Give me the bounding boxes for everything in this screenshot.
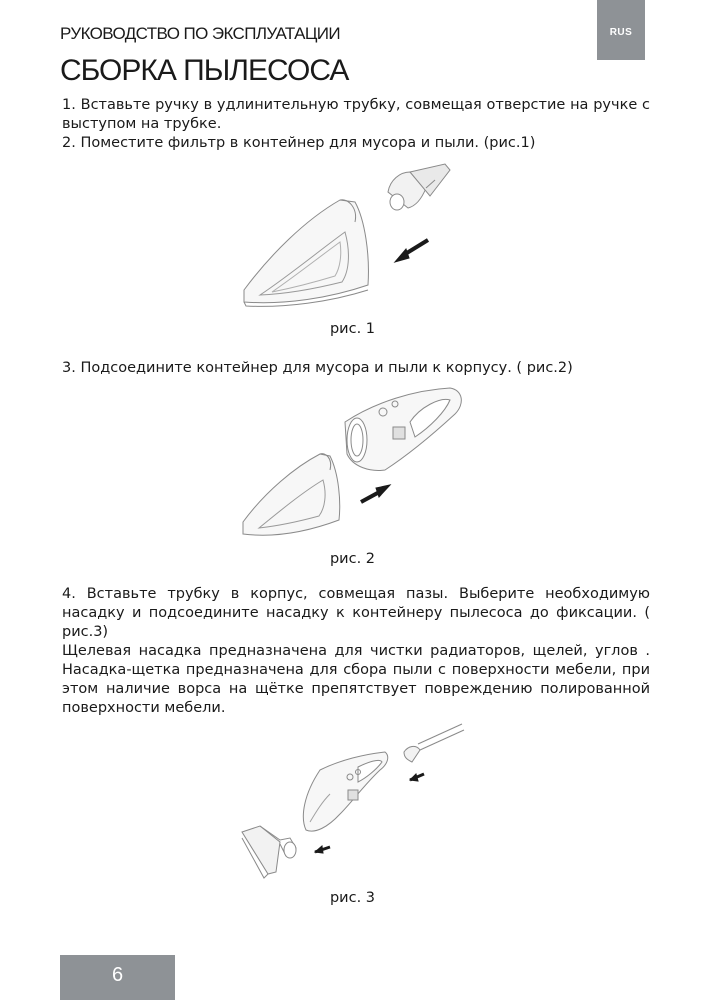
step-3 xyxy=(62,359,650,378)
manual-title: РУКОВОДСТВО ПО ЭКСПЛУАТАЦИИ xyxy=(60,24,341,43)
language-tab: RUS xyxy=(597,0,645,60)
steps-1-2 xyxy=(62,96,650,153)
page-number: 6 xyxy=(60,955,175,1000)
figure-2-illustration xyxy=(235,382,475,542)
step-2-text: 2. Поместите фильтр в контейнер для мусора и пыли. (рис.1) xyxy=(62,135,536,151)
step-4-and-note xyxy=(62,585,650,718)
step-1-text: 1. Вставьте ручку в удлинительную трубку, совмещая отверстие на ручке с выступом на трубке. xyxy=(62,97,650,132)
figure-1-illustration xyxy=(230,160,480,310)
figure-2-caption: рис. 2 xyxy=(329,551,376,567)
figure-3-caption: рис. 3 xyxy=(329,890,376,906)
figure-3-illustration xyxy=(240,722,470,882)
step-4-text: 4. Вставьте трубку в корпус, совмещая пазы. Выберите необходимую насадку и подсоедините насадку к контейнеру пылесоса до фиксации. ( рис.3) xyxy=(62,586,650,640)
figure-1-caption: рис. 1 xyxy=(329,321,376,337)
section-title: СБОРКА ПЫЛЕСОСА xyxy=(60,54,349,87)
step-3-text: 3. Подсоедините контейнер для мусора и пыли к корпусу. ( рис.2) xyxy=(62,360,573,376)
nozzle-note-text: Щелевая насадка предназначена для чистки радиаторов, щелей, углов . Насадка-щетка предназначена для сбора пыли с поверхности мебели, при этом наличие ворса на щётке препятствует повреждению полированной поверхности мебели. xyxy=(62,643,650,716)
